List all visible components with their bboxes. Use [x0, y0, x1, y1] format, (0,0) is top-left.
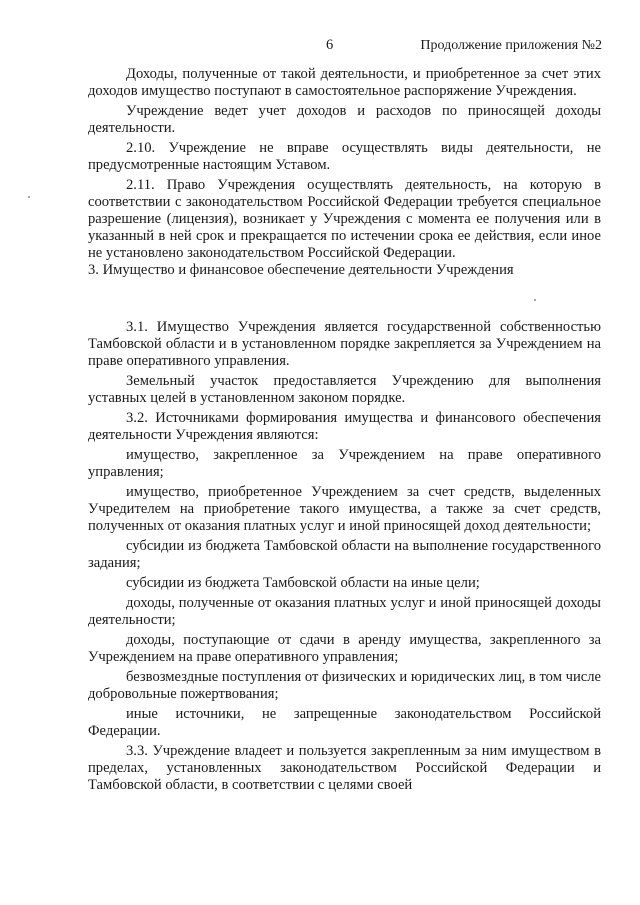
appendix-continuation-label: Продолжение приложения №2: [420, 38, 602, 53]
list-item: доходы, поступающие от сдачи в аренду имущества, закрепленного за Учреждением на праве оперативного управления;: [88, 632, 601, 665]
paragraph: 2.10. Учреждение не вправе осуществлять виды деятельности, не предусмотренные настоящим Уставом.: [88, 140, 601, 173]
paragraph: 3.3. Учреждение владеет и пользуется закрепленным за ним имуществом в пределах, установленных законодательством Российской Федерации и Тамбовской области, в соответствии с целями своей: [88, 743, 601, 793]
paragraph: 3.2. Источниками формирования имущества и финансового обеспечения деятельности Учреждения являются:: [88, 410, 601, 443]
paragraph: 3.1. Имущество Учреждения является государственной собственностью Тамбовской области и в установленном порядке закрепляется за Учреждением на праве оперативного управления.: [88, 319, 601, 369]
paragraph: Учреждение ведет учет доходов и расходов по приносящей доходы деятельности.: [88, 103, 601, 136]
page-number: 6: [326, 37, 334, 53]
paragraph: Земельный участок предоставляется Учреждению для выполнения уставных целей в установленном законом порядке.: [88, 373, 601, 406]
list-item: доходы, полученные от оказания платных услуг и иной приносящей доходы деятельности;: [88, 595, 601, 628]
list-item: имущество, приобретенное Учреждением за счет средств, выделенных Учредителем на приобретение такого имущества, а также за счет средств, полученных от оказания платных услуг и иной приносящей доход деятельности;: [88, 484, 601, 534]
scan-speck: [534, 299, 536, 301]
list-item: безвозмездные поступления от физических и юридических лиц, в том числе добровольные пожертвования;: [88, 669, 601, 702]
list-item: субсидии из бюджета Тамбовской области на выполнение государственного задания;: [88, 538, 601, 571]
list-item: субсидии из бюджета Тамбовской области на иные цели;: [126, 575, 480, 591]
list-item: имущество, закрепленное за Учреждением на праве оперативного управления;: [88, 447, 601, 480]
paragraph: Доходы, полученные от такой деятельности, и приобретенное за счет этих доходов имущество поступают в самостоятельное распоряжение Учреждения.: [88, 66, 601, 99]
page-header: [0, 37, 640, 55]
section-heading: 3. Имущество и финансовое обеспечение деятельности Учреждения: [88, 262, 514, 278]
paragraph: 2.11. Право Учреждения осуществлять деятельность, на которую в соответствии с законодательством Российской Федерации требуется специальное разрешение (лицензия), возникает у Учреждения с момента ее получения или в указанный в ней срок и прекращается по истечении срока ее действия, если иное не установлено законодательством Российской Федерации.: [88, 177, 601, 261]
scan-speck: [28, 196, 30, 198]
list-item: иные источники, не запрещенные законодательством Российской Федерации.: [88, 706, 601, 739]
document-body: [88, 66, 601, 794]
